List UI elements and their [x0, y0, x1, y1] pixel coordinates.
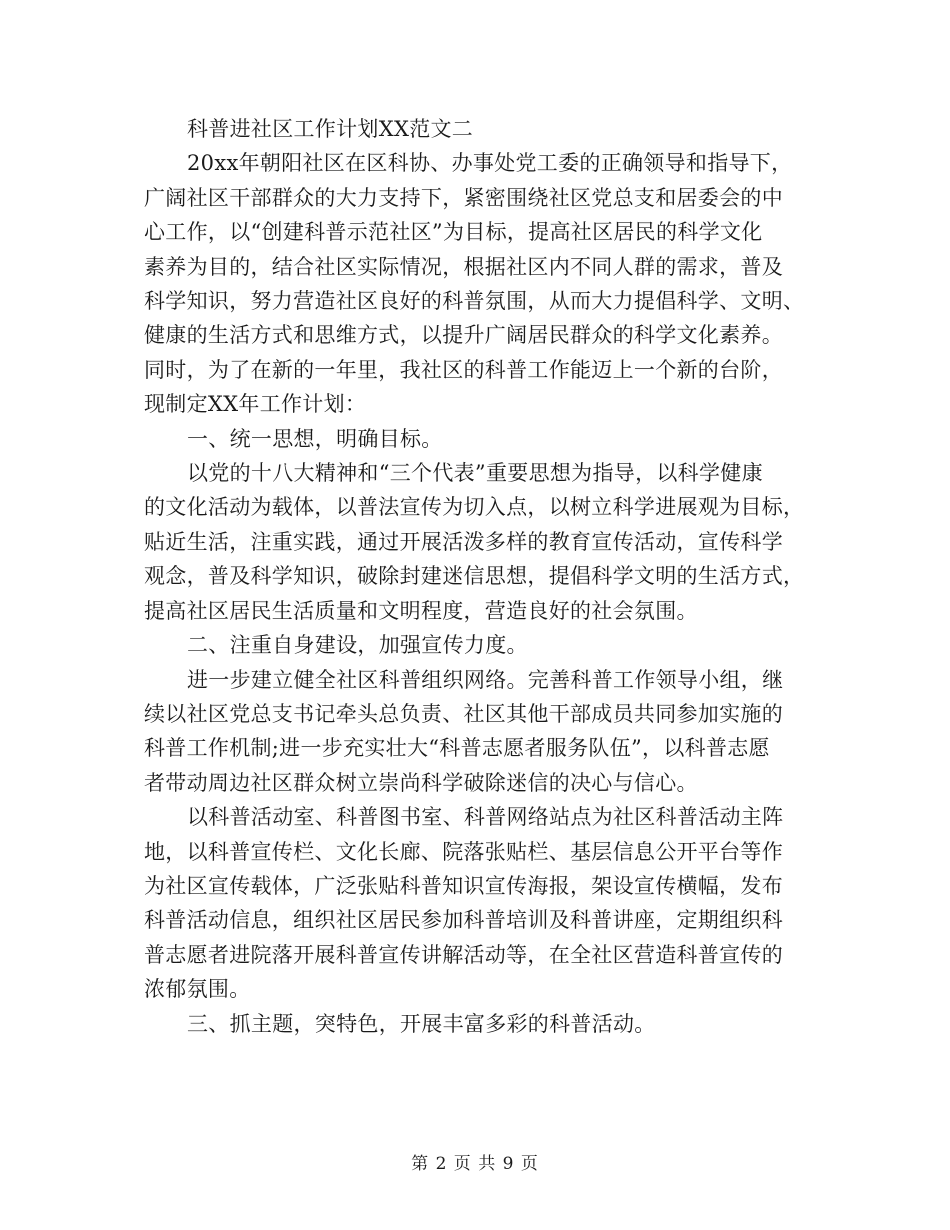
- text-line: 浓郁氛围。: [144, 977, 251, 1002]
- text-line: 健康的生活方式和思维方式，以提升广阔居民群众的科学文化素养。: [144, 323, 783, 348]
- text-line: 三、抓主题，突特色，开展丰富多彩的科普活动。: [187, 1011, 656, 1036]
- text-line: 者带动周边社区群众树立崇尚科学破除迷信的决心与信心。: [144, 770, 698, 795]
- text-line: 以党的十八大精神和“三个代表”重要思想为指导，以科学健康: [187, 461, 763, 486]
- text-line: 普志愿者进院落开展科普宣传讲解活动等，在全社区营造科普宣传的: [144, 942, 783, 967]
- text-line: 贴近生活，注重实践，通过开展活泼多样的教育宣传活动，宣传科学: [144, 529, 783, 554]
- text-line: 现制定XX年工作计划：: [144, 392, 367, 417]
- page-number-footer: 第 2 页 共 9 页: [411, 1154, 539, 1174]
- text-line: 20xx年朝阳社区在区科协、办事处党工委的正确领导和指导下，: [187, 151, 793, 176]
- text-line: 同时，为了在新的一年里，我社区的科普工作能迈上一个新的台阶，: [144, 357, 783, 382]
- text-line: 提高社区居民生活质量和文明程度，营造良好的社会氛围。: [144, 598, 698, 623]
- text-line: 以科普活动室、科普图书室、科普网络站点为社区科普活动主阵: [187, 805, 784, 830]
- text-line: 科普活动信息，组织社区居民参加科普培训及科普讲座，定期组织科: [144, 908, 783, 933]
- text-line: 科学知识，努力营造社区良好的科普氛围，从而大力提倡科学、文明、: [144, 289, 805, 314]
- text-line: 一、统一思想，明确目标。: [187, 426, 443, 451]
- text-line: 续以社区党总支书记牵头总负责、社区其他干部成员共同参加实施的: [144, 701, 783, 726]
- text-line: 的文化活动为载体，以普法宣传为切入点，以树立科学进展观为目标，: [144, 495, 805, 520]
- text-line: 二、注重自身建设，加强宣传力度。: [187, 633, 528, 658]
- text-line: 科普进社区工作计划XX范文二: [187, 117, 474, 141]
- text-line: 广阔社区干部群众的大力支持下，紧密围绕社区党总支和居委会的中: [144, 185, 783, 210]
- text-line: 为社区宣传载体，广泛张贴科普知识宣传海报，架设宣传横幅，发布: [144, 873, 783, 898]
- text-line: 观念，普及科学知识，破除封建迷信思想，提倡科学文明的生活方式，: [144, 564, 805, 589]
- text-line: 地，以科普宣传栏、文化长廊、院落张贴栏、基层信息公开平台等作: [144, 839, 783, 864]
- document-body: [144, 112, 810, 1041]
- text-line: 心工作，以“创建科普示范社区”为目标，提高社区居民的科学文化: [144, 220, 763, 245]
- text-line: 科普工作机制;进一步充实壮大“科普志愿者服务队伍”，以科普志愿: [144, 736, 770, 761]
- text-line: 进一步建立健全社区科普组织网络。完善科普工作领导小组，继: [187, 667, 784, 692]
- text-line: 素养为目的，结合社区实际情况，根据社区内不同人群的需求，普及: [144, 254, 783, 279]
